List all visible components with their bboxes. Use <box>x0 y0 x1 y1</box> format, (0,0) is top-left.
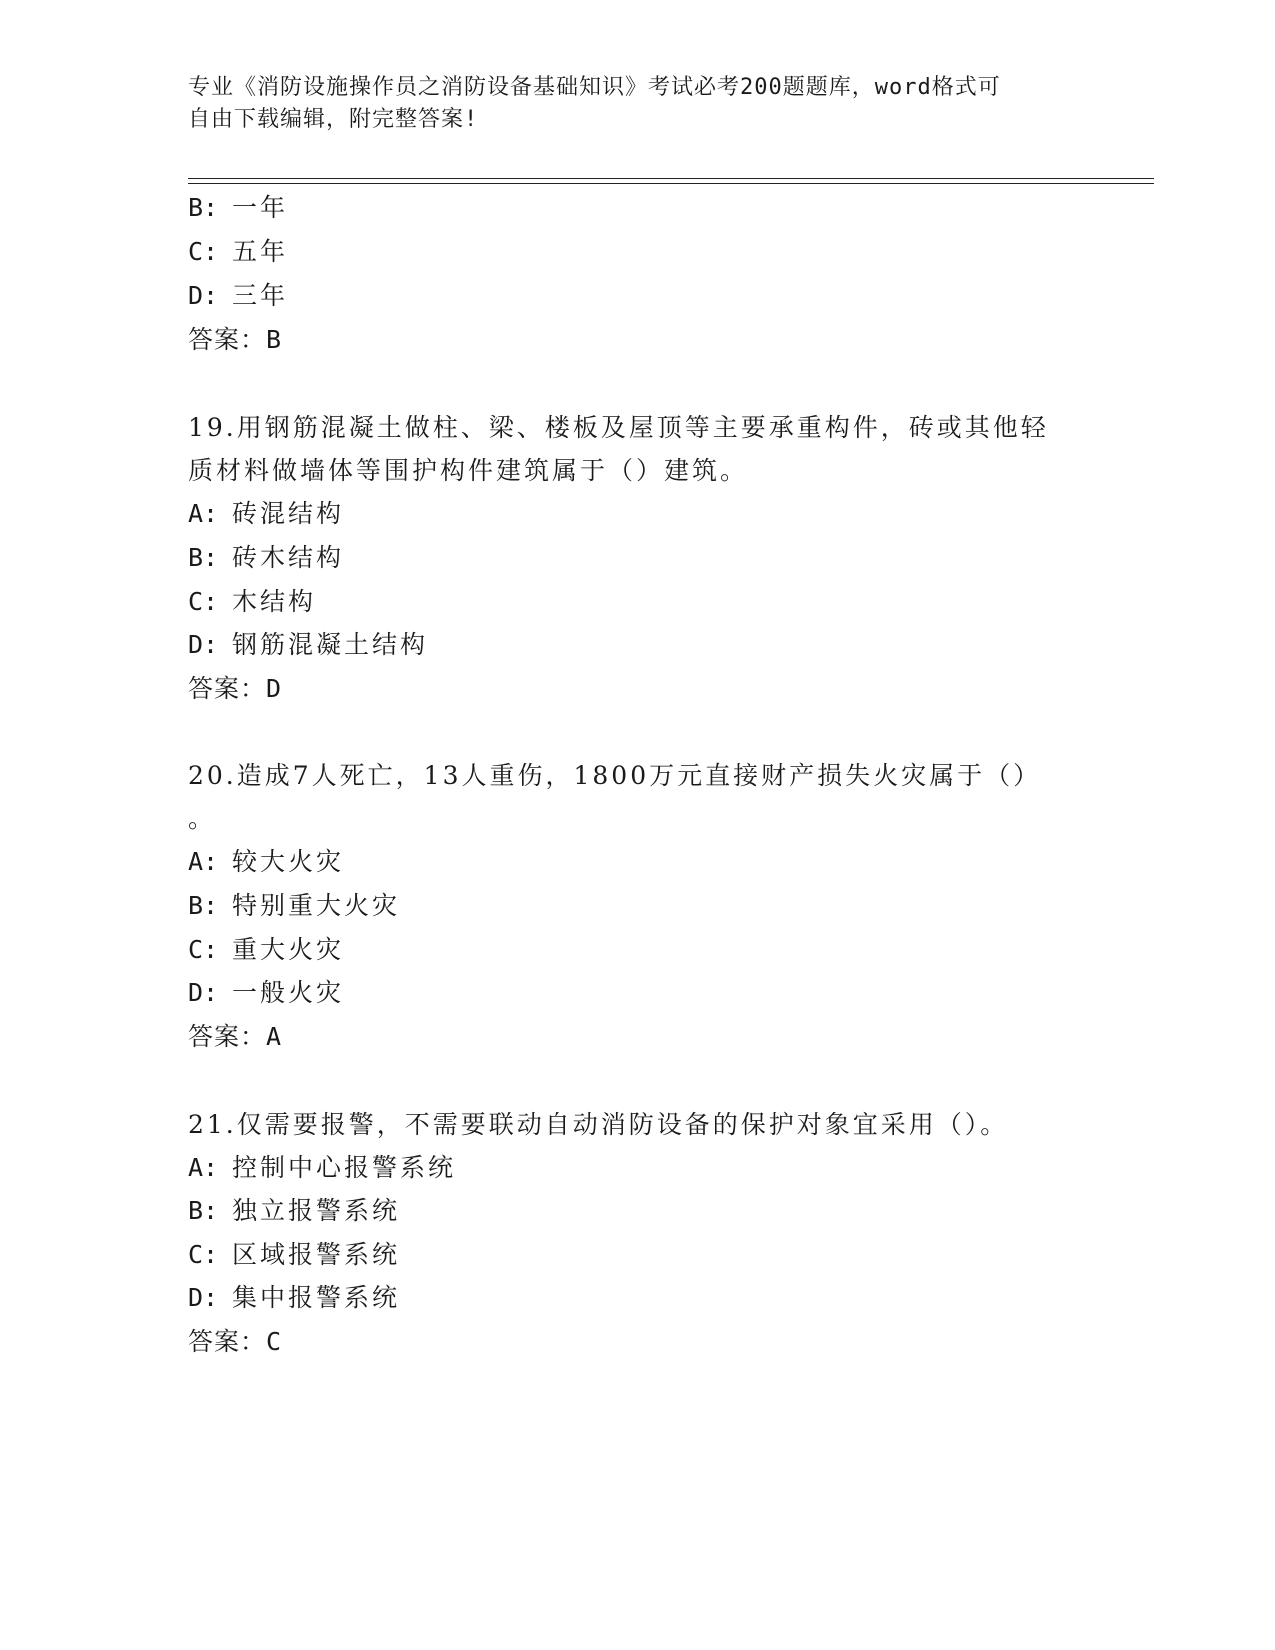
option-letter: C: <box>188 1240 219 1269</box>
option-text: 钢筋混凝土结构 <box>232 630 429 659</box>
option-text: 区域报警系统 <box>232 1240 401 1269</box>
option-letter: A: <box>188 847 219 876</box>
option-letter: D: <box>188 1283 219 1312</box>
answer-value: D <box>266 674 283 703</box>
option-letter: C: <box>188 237 219 266</box>
q20-option-b <box>188 891 400 921</box>
option-letter: B: <box>188 543 219 572</box>
option-text: 五年 <box>232 237 289 266</box>
q21-option-a <box>188 1153 456 1183</box>
option-letter: C: <box>188 587 219 616</box>
option-letter: D: <box>188 630 219 659</box>
q20-option-d <box>188 978 344 1008</box>
q20-option-a <box>188 847 344 877</box>
answer-label: 答案： <box>188 325 267 354</box>
option-text: 木结构 <box>232 587 317 616</box>
q19-option-a <box>188 499 344 529</box>
option-letter: A: <box>188 499 219 528</box>
option-text: 重大火灾 <box>232 935 345 964</box>
q21-answer <box>188 1327 282 1357</box>
q18-option-c <box>188 237 288 267</box>
q20-stem-line-1: 20.造成7人死亡，13人重伤，1800万元直接财产损失火灾属于（） <box>188 761 1042 790</box>
option-text: 一般火灾 <box>232 978 345 1007</box>
q18-option-d <box>188 281 288 311</box>
option-letter: D: <box>188 978 219 1007</box>
header-line-2: 自由下载编辑，附完整答案! <box>188 107 479 132</box>
option-letter: B: <box>188 193 219 222</box>
answer-label: 答案： <box>188 674 267 703</box>
option-letter: C: <box>188 935 219 964</box>
answer-label: 答案： <box>188 1022 267 1051</box>
page-header <box>188 72 1068 136</box>
q18-answer <box>188 325 282 355</box>
q20-answer <box>188 1022 282 1052</box>
option-letter: D: <box>188 281 219 310</box>
option-text: 砖混结构 <box>232 499 345 528</box>
option-letter: B: <box>188 891 219 920</box>
q21-option-d <box>188 1283 400 1313</box>
q19-option-d <box>188 630 428 660</box>
option-text: 三年 <box>232 281 289 310</box>
option-text: 一年 <box>232 193 289 222</box>
option-letter: B: <box>188 1196 219 1225</box>
q21-stem-line-1: 21.仅需要报警，不需要联动自动消防设备的保护对象宜采用（）。 <box>188 1110 1009 1139</box>
header-rule-bottom <box>188 183 1154 184</box>
q21-option-c <box>188 1240 400 1270</box>
header-rule-top <box>188 178 1154 179</box>
header-line-1: 专业《消防设施操作员之消防设备基础知识》考试必考200题题库，word格式可 <box>188 75 1001 100</box>
q19-option-c <box>188 587 316 617</box>
q21-option-b <box>188 1196 400 1226</box>
option-text: 控制中心报警系统 <box>232 1153 457 1182</box>
option-text: 独立报警系统 <box>232 1196 401 1225</box>
option-text: 集中报警系统 <box>232 1283 401 1312</box>
answer-value: C <box>266 1327 283 1356</box>
q18-option-b <box>188 193 288 223</box>
option-text: 较大火灾 <box>232 847 345 876</box>
q20-stem-line-2: 。 <box>188 804 217 833</box>
answer-value: B <box>266 325 283 354</box>
q19-option-b <box>188 543 344 573</box>
option-text: 特别重大火灾 <box>232 891 401 920</box>
answer-label: 答案： <box>188 1327 267 1356</box>
q19-stem-line-2: 质材料做墙体等围护构件建筑属于（）建筑。 <box>188 456 749 485</box>
q19-stem-line-1: 19.用钢筋混凝土做柱、梁、楼板及屋顶等主要承重构件，砖或其他轻 <box>188 413 1049 442</box>
option-letter: A: <box>188 1153 219 1182</box>
answer-value: A <box>266 1022 283 1051</box>
q19-answer <box>188 674 282 704</box>
option-text: 砖木结构 <box>232 543 345 572</box>
q20-option-c <box>188 935 344 965</box>
